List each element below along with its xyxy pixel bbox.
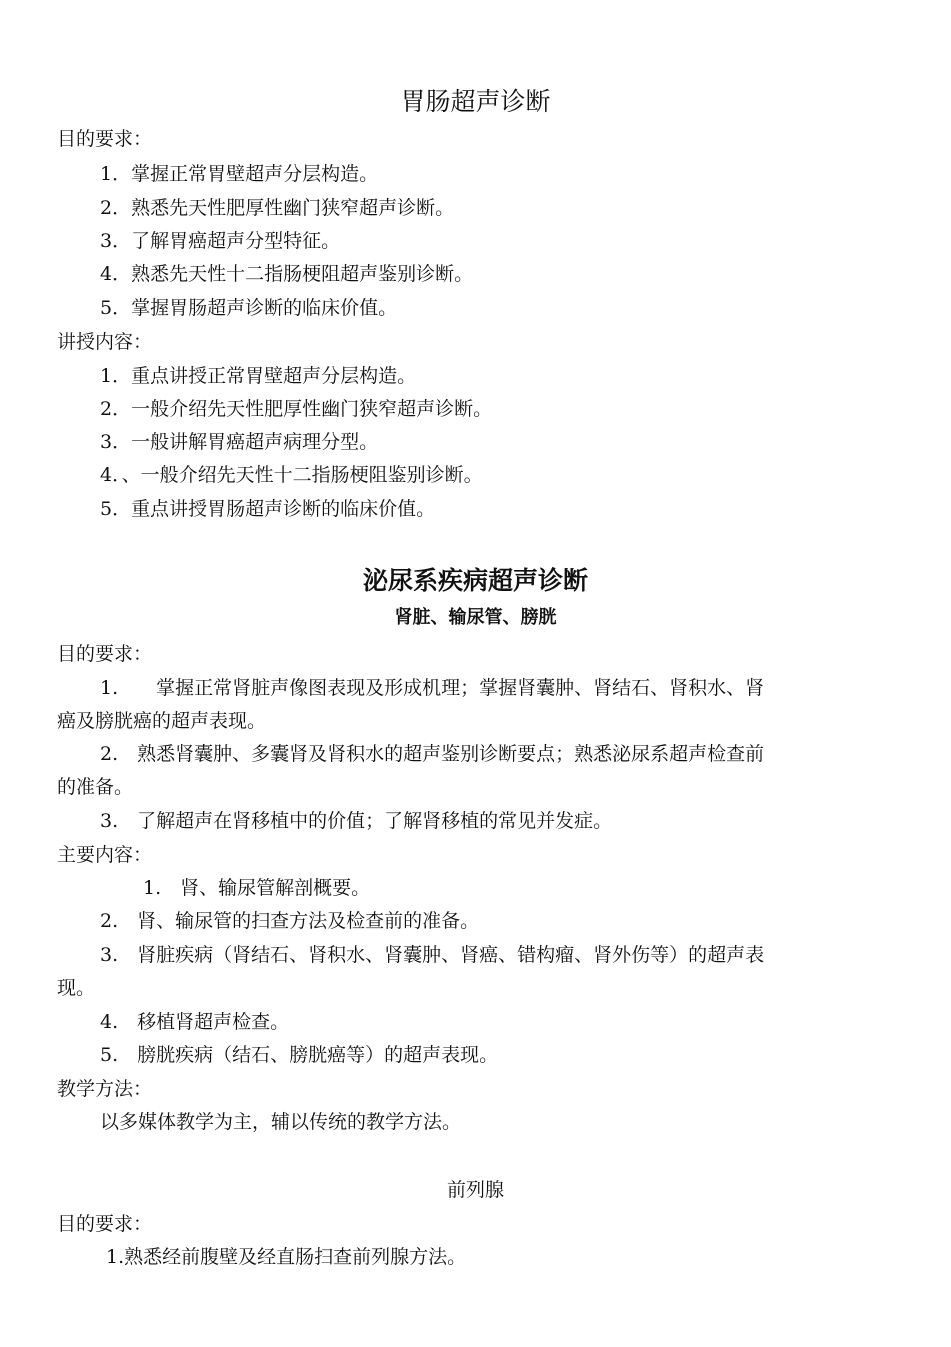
section2-title: 泌尿系疾病超声诊断 bbox=[362, 566, 588, 595]
section2-subtitle: 肾脏、输尿管、膀胱 bbox=[394, 607, 557, 628]
section1-content-4: 4．、一般介绍先天性十二指肠梗阻鉴别诊断。 bbox=[100, 464, 483, 486]
section1-goal-5: 5．掌握胃肠超声诊断的临床价值。 bbox=[100, 297, 398, 319]
section2-content-heading: 主要内容： bbox=[57, 844, 153, 866]
section2-goal-3: 3. 了解超声在肾移植中的价值；了解肾移植的常见并发症。 bbox=[100, 810, 613, 832]
section1-goal-2: 2．熟悉先天性肥厚性幽门狭窄超声诊断。 bbox=[100, 197, 455, 219]
section1-content-2: 2．一般介绍先天性肥厚性幽门狭窄超声诊断。 bbox=[100, 398, 493, 420]
section1-content-heading: 讲授内容： bbox=[57, 331, 153, 353]
section2-goals-heading: 目的要求： bbox=[57, 643, 153, 665]
section2-goal-2-line-2: 的准备。 bbox=[57, 776, 134, 798]
section1-content-5: 5．重点讲授胃肠超声诊断的临床价值。 bbox=[100, 498, 436, 520]
section3-goal-1: 1.熟悉经前腹壁及经直肠扫查前列腺方法。 bbox=[106, 1246, 467, 1268]
section2-content-3-line-2: 现。 bbox=[57, 977, 96, 999]
section2-goal-2-line-1: 2. 熟悉肾囊肿、多囊肾及肾积水的超声鉴别诊断要点；熟悉泌尿系超声检查前 bbox=[100, 743, 765, 765]
section2-content-3-line-1: 3. 肾脏疾病（肾结石、肾积水、肾囊肿、肾癌、错构瘤、肾外伤等）的超声表 bbox=[100, 944, 765, 966]
section2-goal-1-line-1: 1. 掌握正常肾脏声像图表现及形成机理；掌握肾囊肿、肾结石、肾积水、肾 bbox=[100, 677, 765, 699]
section2-content-4: 4. 移植肾超声检查。 bbox=[100, 1011, 290, 1033]
section1-goals-heading: 目的要求： bbox=[57, 128, 153, 150]
section3-goals-heading: 目的要求： bbox=[57, 1213, 153, 1235]
section2-content-5: 5. 膀胱疾病（结石、膀胱癌等）的超声表现。 bbox=[100, 1044, 499, 1066]
section3-title: 前列腺 bbox=[446, 1179, 504, 1201]
section2-content-2: 2. 肾、输尿管的扫查方法及检查前的准备。 bbox=[100, 910, 480, 932]
section1-content-3: 3．一般讲解胃癌超声病理分型。 bbox=[100, 431, 379, 453]
section1-goal-3: 3．了解胃癌超声分型特征。 bbox=[100, 230, 341, 252]
section2-goal-1-line-2: 癌及膀胱癌的超声表现。 bbox=[57, 710, 267, 732]
section1-content-1: 1．重点讲授正常胃壁超声分层构造。 bbox=[100, 365, 417, 387]
section1-goal-4: 4．熟悉先天性十二指肠梗阻超声鉴别诊断。 bbox=[100, 263, 474, 285]
section1-goal-1: 1．掌握正常胃壁超声分层构造。 bbox=[100, 163, 379, 185]
section2-content-1: 1. 肾、输尿管解剖概要。 bbox=[143, 877, 371, 899]
section2-method: 以多媒体教学为主，辅以传统的教学方法。 bbox=[100, 1111, 462, 1133]
section2-method-heading: 教学方法： bbox=[57, 1078, 153, 1100]
section1-title: 胃肠超声诊断 bbox=[400, 87, 551, 116]
